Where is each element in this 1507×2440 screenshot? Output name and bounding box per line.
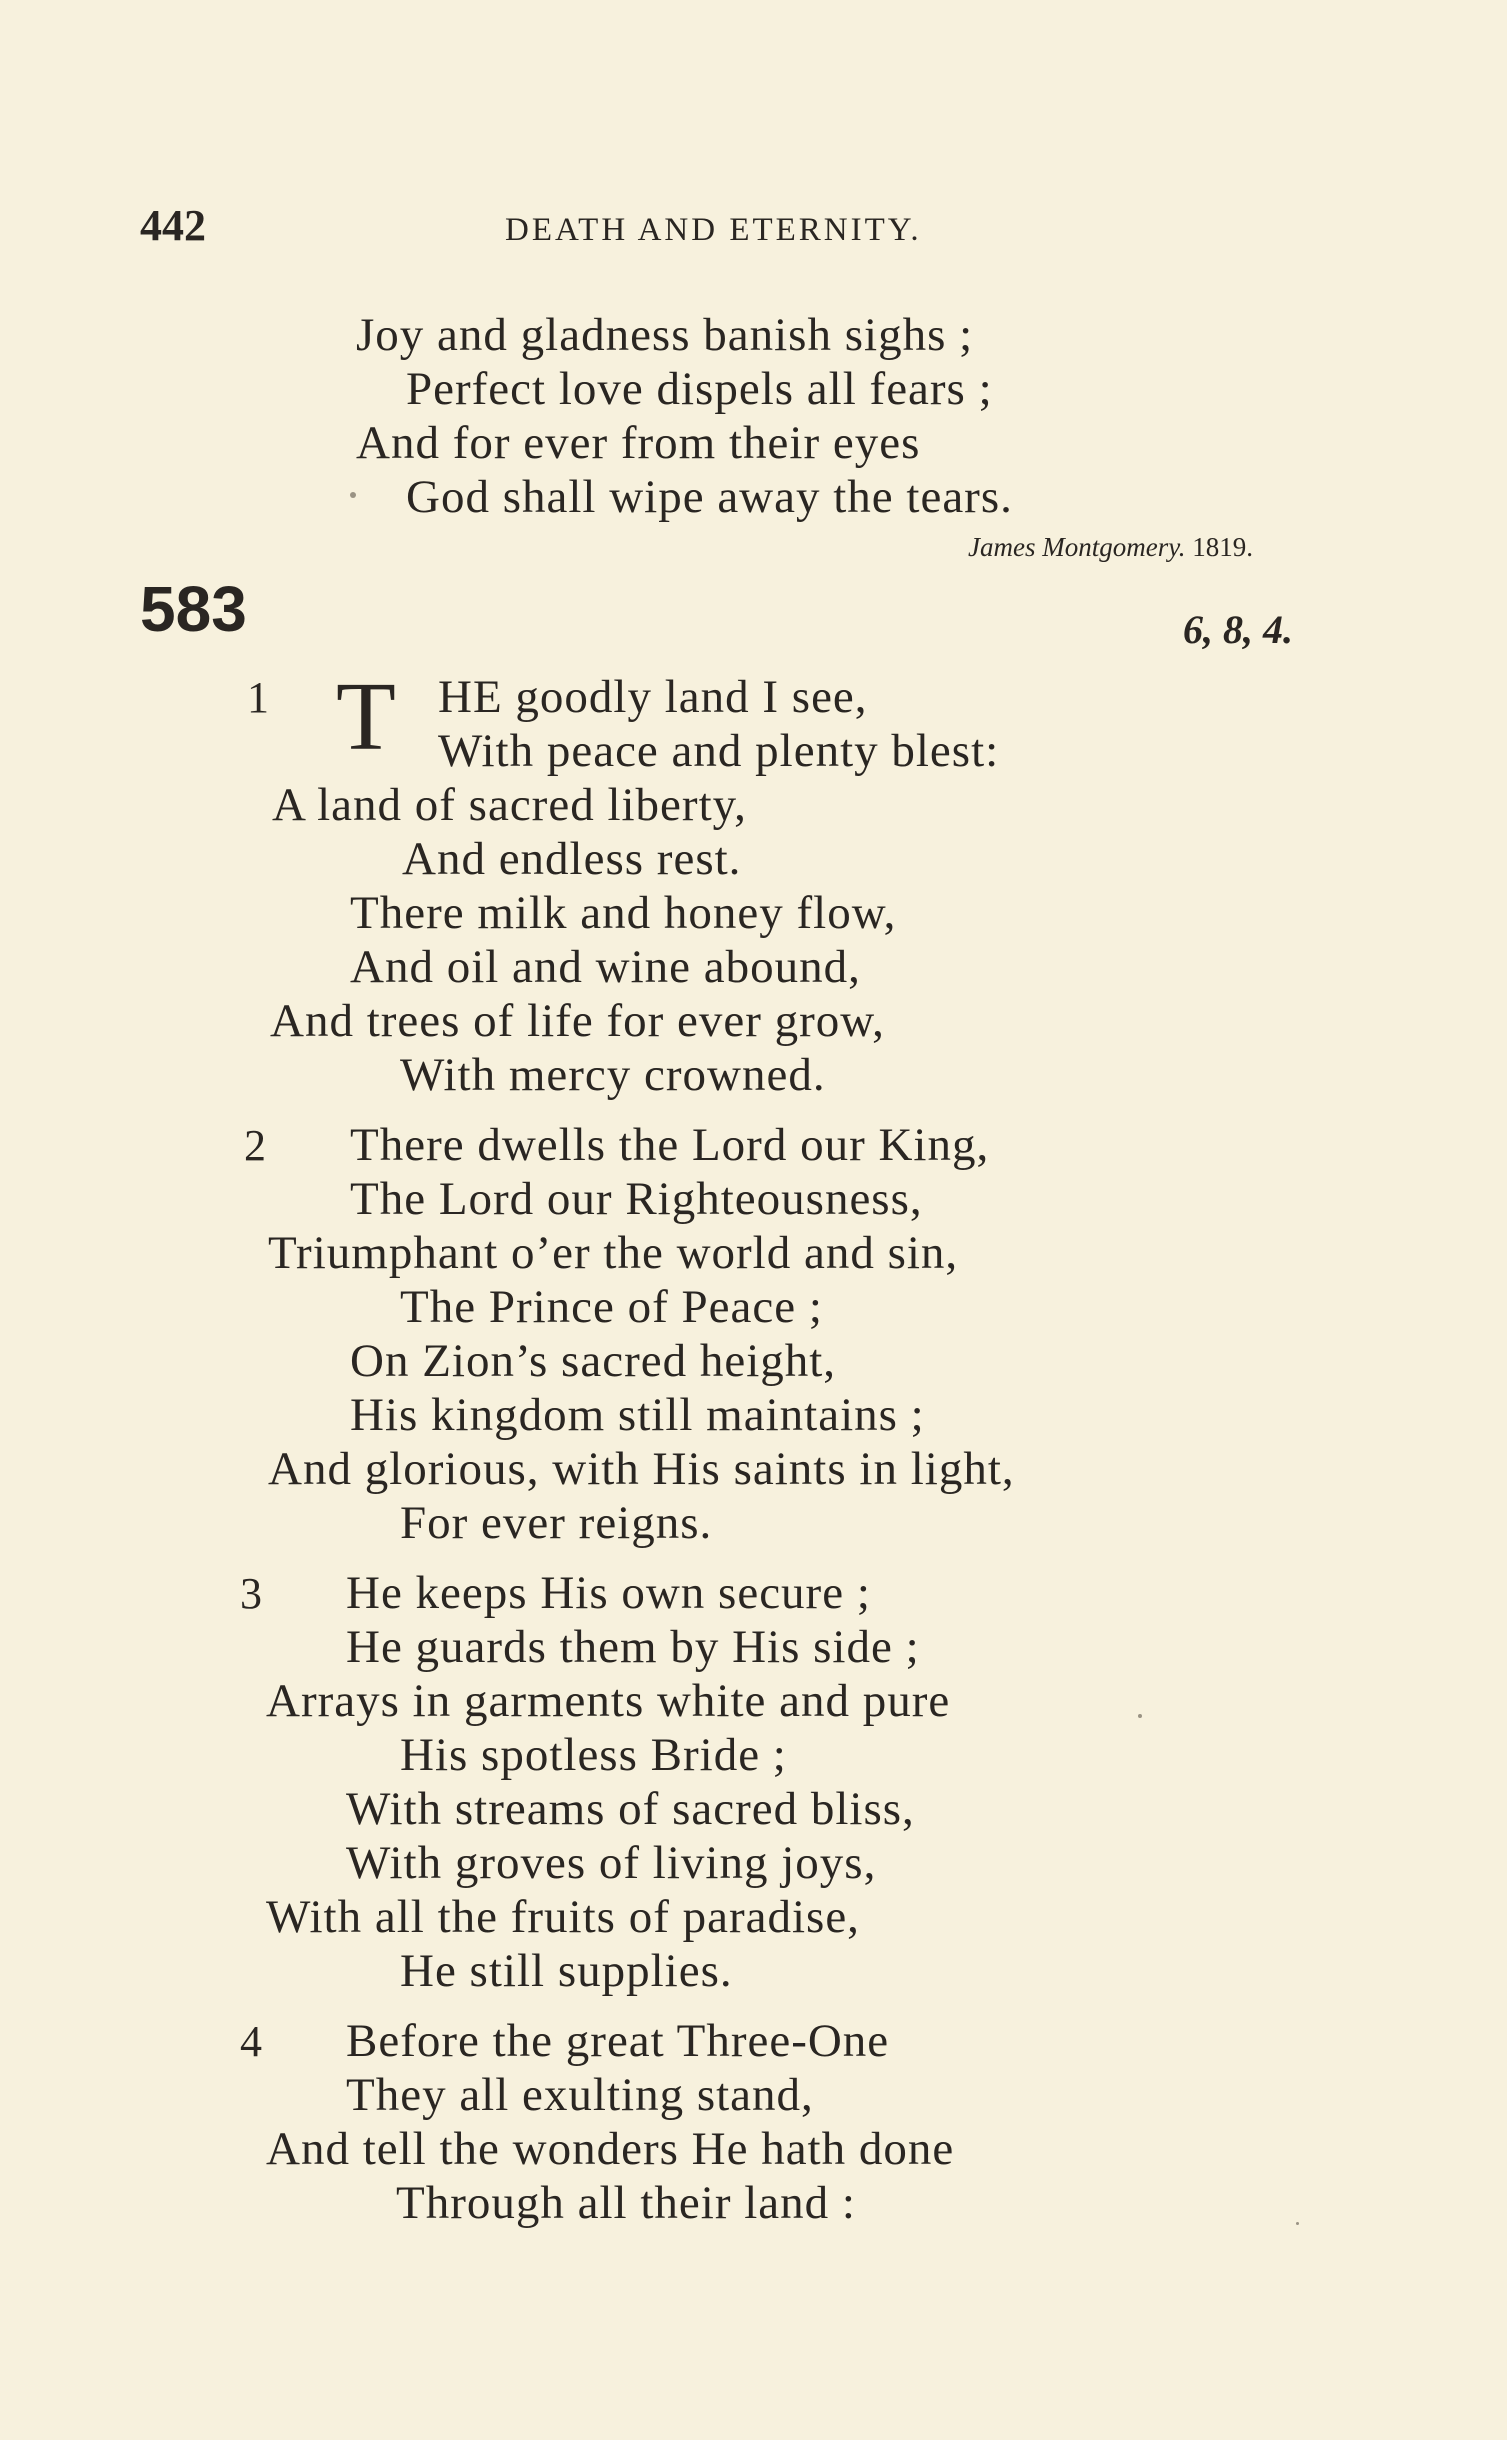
hymn-meter: 6, 8, 4. <box>1183 607 1293 652</box>
verse-line: With mercy crowned. <box>400 1049 826 1101</box>
verse-number: 1 <box>247 673 269 722</box>
verse-line: Through all their land : <box>396 2177 856 2229</box>
verse-number: 3 <box>240 1569 262 1618</box>
verse-line: With groves of living joys, <box>346 1837 877 1889</box>
verse-line: God shall wipe away the tears. <box>406 471 1013 523</box>
verse-line: With peace and plenty blest: <box>438 725 1000 777</box>
attribution-year: 1819. <box>1192 532 1253 562</box>
verse-line: HE goodly land I see, <box>438 671 868 723</box>
verse-line: The Lord our Righteousness, <box>350 1173 923 1225</box>
verse-line: Before the great Three-One <box>346 2015 890 2067</box>
verse-line: His kingdom still maintains ; <box>350 1389 925 1441</box>
verse-line: And oil and wine abound, <box>350 941 861 993</box>
verse-line: And tell the wonders He hath done <box>266 2123 955 2175</box>
hymn-attribution <box>968 532 1253 563</box>
verse-line: He still supplies. <box>400 1945 733 1997</box>
verse-line: And endless rest. <box>402 833 742 885</box>
verse-line: And glorious, with His saints in light, <box>268 1443 1015 1495</box>
verse-line: Perfect love dispels all fears ; <box>406 363 993 415</box>
verse-line: He keeps His own secure ; <box>346 1567 871 1619</box>
verse-line: And for ever from their eyes <box>356 417 921 469</box>
verse-line: Joy and gladness banish sighs ; <box>356 309 974 361</box>
verse-line: And trees of life for ever grow, <box>270 995 885 1047</box>
verse-line: The Prince of Peace ; <box>400 1281 823 1333</box>
verse-line: He guards them by His side ; <box>346 1621 920 1673</box>
verse-number: 2 <box>244 1121 266 1170</box>
verse-line: A land of sacred liberty, <box>272 779 747 831</box>
verse-line: For ever reigns. <box>400 1497 713 1549</box>
author-name: James Montgomery. <box>968 532 1186 562</box>
verse-line: With streams of sacred bliss, <box>346 1783 915 1835</box>
verse-line: Triumphant o’er the world and sin, <box>268 1227 959 1279</box>
print-speck <box>350 492 356 498</box>
verse-line: His spotless Bride ; <box>400 1729 787 1781</box>
drop-cap: T <box>336 663 396 771</box>
verse-line: With all the fruits of paradise, <box>266 1891 860 1943</box>
hymn-number: 583 <box>140 573 247 645</box>
verse-number: 4 <box>240 2017 262 2066</box>
verse-line: There milk and honey flow, <box>350 887 897 939</box>
print-speck <box>1138 1714 1142 1718</box>
running-title: DEATH AND ETERNITY. <box>505 212 922 248</box>
verse-line: Arrays in garments white and pure <box>266 1675 951 1727</box>
verse-line: On Zion’s sacred height, <box>350 1335 837 1387</box>
verse-line: There dwells the Lord our King, <box>350 1119 990 1171</box>
print-speck <box>1296 2222 1299 2225</box>
verse-line: They all exulting stand, <box>346 2069 814 2121</box>
page-header <box>0 200 1507 260</box>
page-number: 442 <box>140 201 206 250</box>
